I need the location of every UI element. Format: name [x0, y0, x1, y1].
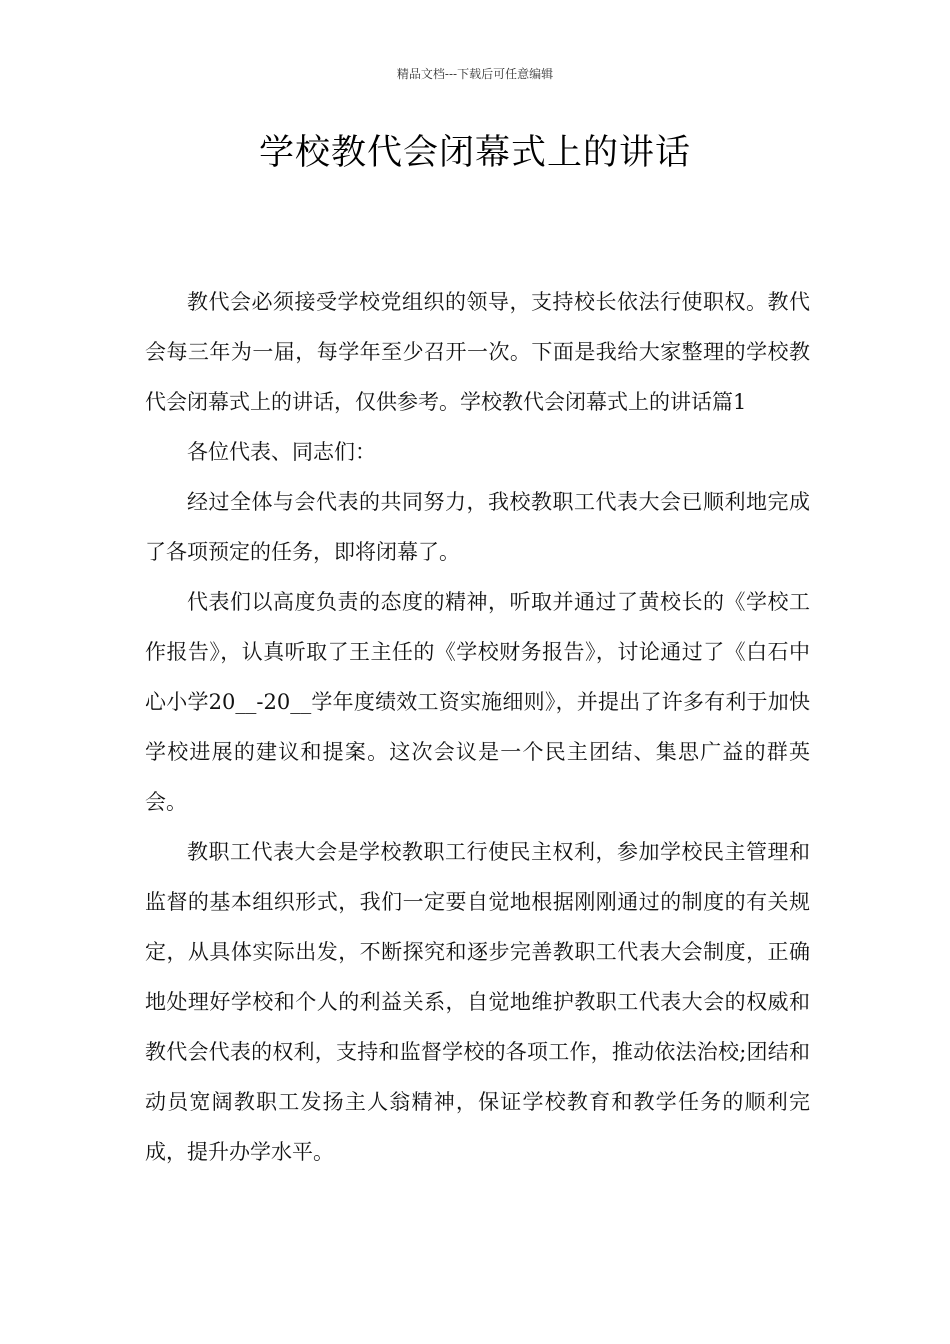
document-body [145, 277, 810, 1177]
document-title: 学校教代会闭幕式上的讲话 [258, 133, 691, 173]
paragraph-completion: 经过全体与会代表的共同努力，我校教职工代表大会已顺利地完成了各项预定的任务，即将闭幕了。 [145, 490, 810, 564]
paragraph-intro: 教代会必须接受学校党组织的领导，支持校长依法行使职权。教代会每三年为一届，每学年至少召开一次。下面是我给大家整理的学校教代会闭幕式上的讲话，仅供参考。学校教代会闭幕式上的讲话篇1 [145, 290, 810, 414]
paragraph-salutation: 各位代表、同志们： [187, 440, 376, 464]
page-header: 精品文档---下载后可任意编辑 [396, 67, 554, 81]
paragraph-congress-role: 教职工代表大会是学校教职工行使民主权利，参加学校民主管理和监督的基本组织形式，我们一定要自觉地根据刚刚通过的制度的有关规定，从具体实际出发，不断探究和逐步完善教职工代表大会制度，正确地处理好学校和个人的利益关系，自觉地维护教职工代表大会的权威和教代会代表的权利，支持和监督学校的各项工作，推动依法治校;团结和动员宽阔教职工发扬主人翁精神，保证学校教育和教学任务的顺利完成，提升办学水平。 [145, 840, 810, 1164]
paragraph-reports: 代表们以高度负责的态度的精神，听取并通过了黄校长的《学校工作报告》，认真听取了王主任的《学校财务报告》，讨论通过了《白石中心小学20__-20__学年度绩效工资实施细则》，并提出了许多有利于加快学校进展的建议和提案。这次会议是一个民主团结、集思广益的群英会。 [145, 590, 810, 814]
